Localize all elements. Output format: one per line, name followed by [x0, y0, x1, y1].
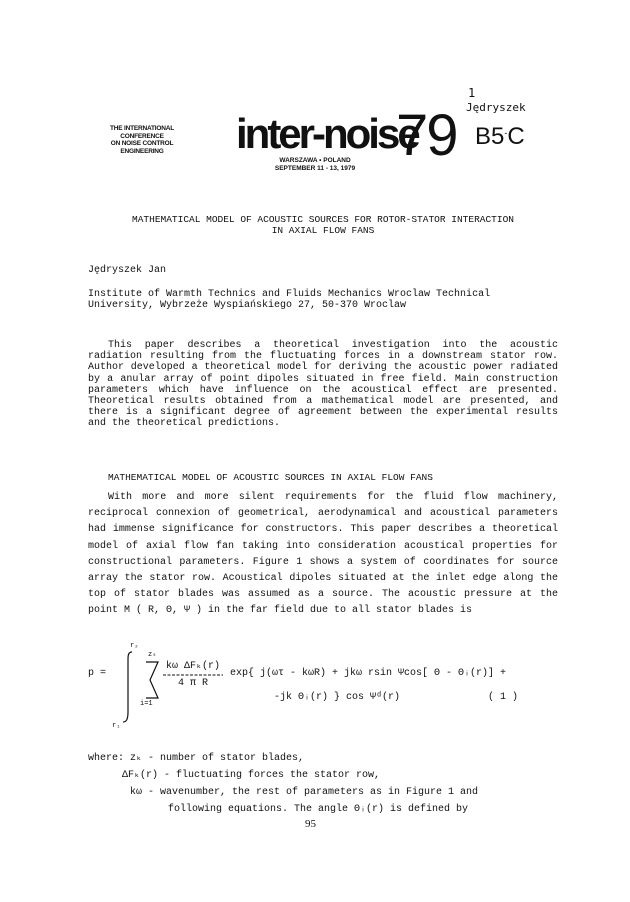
eq-exponent: exp{ j(ωτ - kωR) + jkω rsin Ψcos[ Θ - Θᵢ(r)] +: [230, 668, 507, 679]
eq-denominator: 4 π R: [178, 678, 209, 689]
session-code: [475, 123, 525, 151]
session-code-main: B5: [475, 123, 505, 150]
equation-1: [88, 640, 558, 740]
eq-sum-lower: i=1: [140, 700, 153, 708]
paper-title: [88, 214, 558, 236]
session-code-small: -: [504, 128, 508, 138]
footer-page-number: 95: [305, 818, 316, 830]
eq-sum-upper: zₛ: [148, 651, 157, 659]
running-author: Jędryszek: [466, 101, 526, 114]
equation-strokes: [88, 640, 558, 740]
logo-subtitle: [260, 157, 370, 173]
where-line: ΔFₖ(r) - fluctuating forces the stator row,: [122, 770, 381, 781]
affiliation: [88, 289, 558, 311]
eq-numerator: kω ΔFₖ(r): [166, 661, 221, 672]
body-paragraph: With more and more silent requirements for the fluid flow machinery, reciprocal connexion of geometrical, aerodynamical and acoustical parameters had immense significance for constructors. This paper describes a theoretical model of axial flow fan taking into consideration acoustical properties for constructional parameters. Figure 1 shows a system of coordinates for source array the stator row. Acoustical dipoles situated at the inlet edge along the top of stator blades was assumed as a source. The acoustic pressure at the point M ( R, Θ, Ψ ) in the far field due to all stator blades is: [88, 492, 558, 617]
conference-line: CONFERENCE: [120, 132, 164, 140]
title-line: MATHEMATICAL MODEL OF ACOUSTIC SOURCES FOR ROTOR-STATOR INTERACTION: [132, 214, 514, 225]
conference-name: [92, 125, 192, 155]
affiliation-line: University, Wybrzeże Wyspiańskiego 27, 50-370 Wroclaw: [88, 300, 407, 311]
affiliation-line: Institute of Warmth Technics and Fluids Mechanics Wroclaw Technical: [88, 289, 491, 300]
where-line: where: zₖ - number of stator blades,: [88, 753, 305, 764]
section-heading: MATHEMATICAL MODEL OF ACOUSTIC SOURCES IN AXIAL FLOW FANS: [108, 472, 433, 483]
author-name: Jędryszek Jan: [88, 265, 167, 276]
eq-lhs: p =: [88, 668, 107, 679]
eq-line2: -jk Θᵢ(r) } cos Ψᵈ(r): [274, 692, 401, 703]
abstract: This paper describes a theoretical investigation into the acoustic radiation resulting from the fluctuating forces in a downstream stator row. Author developed a theoretical model for deriving the acoustic power radiated by a anular array of point dipoles situated in free field. Main construction parameters which have influence on the acoustical effect are presented. Theoretical results obtained from a mathematical model are presented, and there is a significant degree of agreement between the experimental results and the theoretical predictions.: [88, 340, 558, 430]
conference-line: ENGINEERING: [120, 147, 164, 155]
eq-upper-limit: r₂: [130, 642, 139, 650]
where-line: kω - wavenumber, the rest of parameters as in Figure 1 and: [130, 787, 479, 798]
session-code-end: C: [507, 123, 525, 150]
logo-dates: SEPTEMBER 11 - 13, 1979: [274, 165, 356, 172]
eq-lower-limit: r₁: [112, 722, 121, 730]
eq-number: ( 1 ): [488, 692, 519, 703]
where-block: [88, 750, 558, 818]
title-line: IN AXIAL FLOW FANS: [271, 225, 375, 236]
page-number: 1: [468, 86, 476, 100]
logo-location: WARSZAWA • POLAND: [279, 157, 351, 164]
conference-line: ON NOISE CONTROL: [110, 140, 174, 147]
internoise-logo: inter-noise: [236, 110, 418, 157]
conference-line: THE INTERNATIONAL: [109, 125, 174, 132]
where-line: following equations. The angle Θᵢ(r) is defined by: [168, 804, 469, 815]
logo-year: 79: [396, 103, 457, 168]
